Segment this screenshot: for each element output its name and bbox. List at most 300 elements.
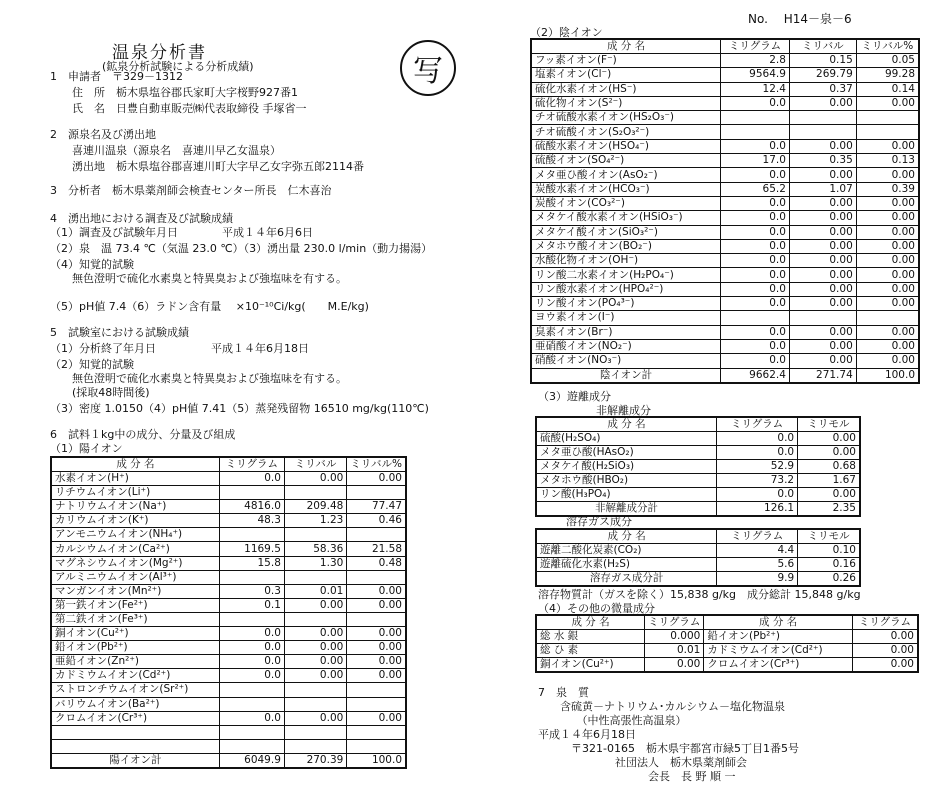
table-cell: 臭素イオン(Br⁻) bbox=[531, 325, 721, 339]
table-cell: 0.00 bbox=[789, 254, 856, 268]
table-cell: 0.0 bbox=[721, 225, 790, 239]
table-cell: 0.00 bbox=[856, 254, 919, 268]
table-cell: 0.00 bbox=[856, 196, 919, 210]
table-cell: メタケイ酸水素イオン(HSiO₃⁻) bbox=[531, 211, 721, 225]
table-cell: 水素イオン(H⁺) bbox=[51, 472, 219, 486]
table-cell: 0.0 bbox=[721, 254, 790, 268]
table-cell: 0.14 bbox=[856, 82, 919, 96]
table-cell: 0.0 bbox=[721, 196, 790, 210]
table-row bbox=[536, 544, 860, 558]
table-cell: 0.00 bbox=[789, 354, 856, 368]
column-header: ミリバル bbox=[789, 39, 856, 54]
table-cell: 1169.5 bbox=[219, 542, 284, 556]
table-row bbox=[531, 139, 919, 153]
table-cell: 0.00 bbox=[856, 211, 919, 225]
table-cell: 水酸化物イオン(OH⁻) bbox=[531, 254, 721, 268]
table-cell: 0.0 bbox=[717, 446, 798, 460]
table-row bbox=[536, 446, 860, 460]
table-row bbox=[531, 182, 919, 196]
table-cell: アルミニウムイオン(Al³⁺) bbox=[51, 570, 219, 584]
table-cell bbox=[284, 683, 346, 697]
left-text-line: （1）調査及び試験年月日 平成１４年6月6日 bbox=[50, 226, 313, 239]
table-cell: 炭酸水素イオン(HCO₃⁻) bbox=[531, 182, 721, 196]
table-cell: 1.07 bbox=[789, 182, 856, 196]
table-cell: 0.00 bbox=[798, 488, 860, 502]
table-cell: 0.46 bbox=[347, 514, 406, 528]
table-cell: 1.30 bbox=[284, 556, 346, 570]
table-cell: 0.13 bbox=[856, 154, 919, 168]
table-cell: リン酸水素イオン(HPO₄²⁻) bbox=[531, 282, 721, 296]
left-text-line: 無色澄明で硫化水素臭と特異臭および強塩味を有する。 bbox=[50, 272, 347, 285]
table-cell bbox=[219, 739, 284, 753]
table-row bbox=[51, 598, 406, 612]
quality-text-line: 含硫黄－ナトリウム･カルシウム－塩化物温泉 bbox=[538, 700, 786, 713]
table-cell: 17.0 bbox=[721, 154, 790, 168]
table-cell: 0.0 bbox=[219, 472, 284, 486]
anion-title: （2）陰イオン bbox=[530, 26, 603, 39]
column-header: 成 分 名 bbox=[536, 615, 645, 630]
table-row bbox=[51, 753, 406, 768]
table-cell: バリウムイオン(Ba²⁺) bbox=[51, 697, 219, 711]
table-cell bbox=[347, 612, 406, 626]
table-cell: 遊離二酸化炭素(CO₂) bbox=[536, 544, 717, 558]
table-cell: 48.3 bbox=[219, 514, 284, 528]
table-cell bbox=[347, 697, 406, 711]
table-cell: 鉛イオン(Pb²⁺) bbox=[51, 641, 219, 655]
table-cell: リチウムイオン(Li⁺) bbox=[51, 486, 219, 500]
table-cell: 0.0 bbox=[219, 641, 284, 655]
table-row bbox=[531, 254, 919, 268]
table-row bbox=[536, 460, 860, 474]
table-cell: 0.00 bbox=[856, 239, 919, 253]
table-row bbox=[536, 644, 918, 658]
table-cell bbox=[219, 683, 284, 697]
table-cell bbox=[856, 311, 919, 325]
table-row bbox=[531, 354, 919, 368]
table-cell bbox=[721, 111, 790, 125]
table-row bbox=[531, 196, 919, 210]
table-cell: 12.4 bbox=[721, 82, 790, 96]
left-text-line: 3 分析者 栃木県薬剤師会検査センター所長 仁木喜治 bbox=[50, 184, 332, 197]
table-cell: 0.0 bbox=[721, 325, 790, 339]
table-cell: 0.00 bbox=[856, 297, 919, 311]
table-row bbox=[531, 311, 919, 325]
left-text-line: （2）泉 温 73.4 ℃（気温 23.0 ℃）（3）湧出量 230.0 l/min（動力揚湯） bbox=[50, 242, 433, 255]
column-header: 成 分 名 bbox=[51, 457, 219, 472]
table-cell: 亜硝酸イオン(NO₂⁻) bbox=[531, 339, 721, 353]
table-cell: カドミウムイオン(Cd²⁺) bbox=[704, 644, 853, 658]
table-cell: 鉛イオン(Pb²⁺) bbox=[704, 630, 853, 644]
table-cell: 0.39 bbox=[856, 182, 919, 196]
table-cell bbox=[284, 725, 346, 739]
table-row bbox=[531, 154, 919, 168]
table-cell: 非解離成分計 bbox=[536, 502, 717, 517]
table-row bbox=[531, 82, 919, 96]
table-cell: 9.9 bbox=[717, 572, 798, 587]
table-cell: 0.1 bbox=[219, 598, 284, 612]
left-text-line: 6 試料１kg中の成分、分量及び組成 bbox=[50, 428, 236, 441]
table-cell: 15.8 bbox=[219, 556, 284, 570]
quality-text-line: 7 泉 質 bbox=[538, 686, 589, 699]
table-row bbox=[531, 168, 919, 182]
table-cell: クロムイオン(Cr³⁺) bbox=[704, 658, 853, 673]
table-cell bbox=[789, 125, 856, 139]
table-row bbox=[51, 697, 406, 711]
table-cell: ヨウ素イオン(I⁻) bbox=[531, 311, 721, 325]
table-cell bbox=[721, 311, 790, 325]
table-cell: 総 ひ 素 bbox=[536, 644, 645, 658]
table-cell: 0.00 bbox=[789, 297, 856, 311]
table-cell: 6049.9 bbox=[219, 753, 284, 768]
table-cell: 硫酸イオン(SO₄²⁻) bbox=[531, 154, 721, 168]
table-cell: 21.58 bbox=[347, 542, 406, 556]
left-text-line: （5）pH値 7.4（6）ラドン含有量 ×10⁻¹⁰Ci/kg( M.E/kg) bbox=[50, 300, 369, 313]
table-row bbox=[531, 96, 919, 110]
table-cell: 塩素イオン(Cl⁻) bbox=[531, 68, 721, 82]
table-cell: 0.0 bbox=[721, 239, 790, 253]
column-header: ミリグラム bbox=[219, 457, 284, 472]
table-cell bbox=[347, 570, 406, 584]
table-cell: 0.00 bbox=[789, 168, 856, 182]
table-cell bbox=[789, 111, 856, 125]
table-cell bbox=[789, 311, 856, 325]
table-cell: 100.0 bbox=[347, 753, 406, 768]
table-cell: 硫化物イオン(S²⁻) bbox=[531, 96, 721, 110]
table-cell: 0.0 bbox=[219, 627, 284, 641]
table-cell bbox=[284, 486, 346, 500]
table-cell: カリウムイオン(K⁺) bbox=[51, 514, 219, 528]
table-row bbox=[51, 514, 406, 528]
table-cell: 銅イオン(Cu²⁺) bbox=[536, 658, 645, 673]
table-cell: 総 水 銀 bbox=[536, 630, 645, 644]
table-cell: 1.67 bbox=[798, 474, 860, 488]
table-cell bbox=[284, 570, 346, 584]
left-text-line: （1）分析終了年月日 平成１４年6月18日 bbox=[50, 342, 309, 355]
table-row bbox=[51, 669, 406, 683]
column-header: ミリグラム bbox=[645, 615, 704, 630]
table-cell: リン酸イオン(PO₄³⁻) bbox=[531, 297, 721, 311]
table-cell: 126.1 bbox=[717, 502, 798, 517]
table-cell: 0.0 bbox=[721, 96, 790, 110]
table-cell: 亜鉛イオン(Zn²⁺) bbox=[51, 655, 219, 669]
table-cell: 0.0 bbox=[219, 669, 284, 683]
column-header: ミリモル bbox=[798, 417, 860, 432]
table-cell: 2.8 bbox=[721, 54, 790, 68]
trace-title: （4）その他の微量成分 bbox=[538, 602, 655, 615]
left-text-line: (採取48時間後) bbox=[50, 386, 150, 399]
table-cell: リン酸(H₃PO₄) bbox=[536, 488, 717, 502]
table-cell bbox=[219, 725, 284, 739]
table-cell: カドミウムイオン(Cd²⁺) bbox=[51, 669, 219, 683]
table-row bbox=[536, 474, 860, 488]
table-cell: リン酸二水素イオン(H₂PO₄⁻) bbox=[531, 268, 721, 282]
table-cell: 0.15 bbox=[789, 54, 856, 68]
table-cell bbox=[219, 697, 284, 711]
table-cell: アンモニウムイオン(NH₄⁺) bbox=[51, 528, 219, 542]
table-cell: 0.00 bbox=[798, 446, 860, 460]
table-cell bbox=[347, 486, 406, 500]
table-cell bbox=[347, 725, 406, 739]
free-components-title: （3）遊離成分 bbox=[538, 390, 611, 403]
table-cell: ナトリウムイオン(Na⁺) bbox=[51, 500, 219, 514]
dissolved-gas-label: 溶存ガス成分 bbox=[566, 515, 632, 528]
table-cell bbox=[284, 528, 346, 542]
column-header: ミリグラム bbox=[852, 615, 918, 630]
table-cell bbox=[219, 570, 284, 584]
table-cell: 99.28 bbox=[856, 68, 919, 82]
left-text-line: （4）知覚的試験 bbox=[50, 258, 134, 271]
table-cell: 0.0 bbox=[721, 297, 790, 311]
table-row bbox=[51, 486, 406, 500]
table-row bbox=[51, 556, 406, 570]
table-cell: 77.47 bbox=[347, 500, 406, 514]
anion-table bbox=[530, 38, 920, 384]
table-cell: 0.00 bbox=[347, 711, 406, 725]
table-row bbox=[536, 432, 860, 446]
column-header: ミリバル bbox=[284, 457, 346, 472]
table-row bbox=[531, 239, 919, 253]
table-cell: 0.00 bbox=[852, 644, 918, 658]
table-cell: 0.00 bbox=[284, 655, 346, 669]
table-cell bbox=[856, 125, 919, 139]
table-cell: 0.00 bbox=[856, 225, 919, 239]
table-cell: クロムイオン(Cr³⁺) bbox=[51, 711, 219, 725]
left-text-line: 5 試験室における試験成績 bbox=[50, 326, 189, 339]
table-cell: 0.00 bbox=[789, 196, 856, 210]
copy-stamp: 写 bbox=[400, 40, 456, 96]
table-cell: 2.35 bbox=[798, 502, 860, 517]
column-header: 成 分 名 bbox=[531, 39, 721, 54]
table-cell: チオ硫酸イオン(S₂O₃²⁻) bbox=[531, 125, 721, 139]
column-header: 成 分 名 bbox=[536, 417, 717, 432]
table-cell: 0.00 bbox=[852, 658, 918, 673]
table-row bbox=[51, 739, 406, 753]
table-cell: 0.0 bbox=[721, 339, 790, 353]
nondissociated-label: 非解離成分 bbox=[596, 404, 651, 417]
table-row bbox=[531, 54, 919, 68]
left-text-line: 喜連川温泉（源泉名 喜連川早乙女温泉） bbox=[50, 144, 281, 157]
table-row bbox=[51, 472, 406, 486]
table-cell: 0.05 bbox=[856, 54, 919, 68]
table-cell: 0.0 bbox=[721, 211, 790, 225]
table-cell: 0.00 bbox=[789, 339, 856, 353]
table-cell: 溶存ガス成分計 bbox=[536, 572, 717, 587]
table-cell: 0.00 bbox=[789, 225, 856, 239]
table-cell: 0.00 bbox=[284, 711, 346, 725]
table-cell: 0.3 bbox=[219, 584, 284, 598]
trace-table bbox=[535, 614, 919, 673]
table-row bbox=[531, 368, 919, 383]
table-row bbox=[531, 339, 919, 353]
table-cell: 270.39 bbox=[284, 753, 346, 768]
table-row bbox=[51, 683, 406, 697]
table-cell: 0.0 bbox=[721, 354, 790, 368]
table-cell: メタケイ酸イオン(SiO₃²⁻) bbox=[531, 225, 721, 239]
table-cell: 0.00 bbox=[856, 354, 919, 368]
table-cell: 炭酸イオン(CO₃²⁻) bbox=[531, 196, 721, 210]
table-cell: 0.00 bbox=[347, 641, 406, 655]
table-cell: 0.01 bbox=[284, 584, 346, 598]
table-cell: 0.00 bbox=[789, 211, 856, 225]
table-row bbox=[531, 282, 919, 296]
table-cell bbox=[219, 612, 284, 626]
left-text-line: 無色澄明で硫化水素臭と特異臭および強塩味を有する。 bbox=[50, 372, 347, 385]
table-cell: 第一鉄イオン(Fe²⁺) bbox=[51, 598, 219, 612]
table-row bbox=[536, 572, 860, 587]
left-text-line: 湧出地 栃木県塩谷郡喜連川町大字早乙女字弥五郎2114番 bbox=[50, 160, 364, 173]
table-cell bbox=[219, 486, 284, 500]
table-cell: 271.74 bbox=[789, 368, 856, 383]
table-cell: 0.00 bbox=[789, 139, 856, 153]
table-cell: 0.00 bbox=[789, 96, 856, 110]
column-header: ミリグラム bbox=[717, 417, 798, 432]
table-cell: 0.00 bbox=[347, 584, 406, 598]
table-cell: 4.4 bbox=[717, 544, 798, 558]
table-row bbox=[536, 658, 918, 673]
table-row bbox=[51, 711, 406, 725]
table-cell: 0.00 bbox=[789, 282, 856, 296]
column-header: ミリバル% bbox=[856, 39, 919, 54]
table-cell: マンガンイオン(Mn²⁺) bbox=[51, 584, 219, 598]
table-cell: 硝酸イオン(NO₃⁻) bbox=[531, 354, 721, 368]
table-cell: 硫酸(H₂SO₄) bbox=[536, 432, 717, 446]
table-row bbox=[536, 630, 918, 644]
table-cell: メタホウ酸(HBO₂) bbox=[536, 474, 717, 488]
table-cell: 0.0 bbox=[219, 711, 284, 725]
table-cell: 209.48 bbox=[284, 500, 346, 514]
quality-text-line: 平成１４年6月18日 bbox=[538, 728, 636, 741]
table-cell: 0.000 bbox=[645, 630, 704, 644]
table-cell: 0.0 bbox=[717, 432, 798, 446]
left-text-line: 4 湧出地における調査及び試験成績 bbox=[50, 212, 233, 225]
table-row bbox=[536, 488, 860, 502]
table-cell: 0.00 bbox=[789, 239, 856, 253]
table-cell: 0.00 bbox=[284, 641, 346, 655]
table-cell: 0.00 bbox=[347, 655, 406, 669]
table-cell: メタ亜ひ酸イオン(AsO₂⁻) bbox=[531, 168, 721, 182]
totals-line: 溶存物質計（ガスを除く）15,838 g/kg 成分総計 15,848 g/kg bbox=[538, 588, 861, 601]
table-cell: 0.01 bbox=[645, 644, 704, 658]
table-cell: カルシウムイオン(Ca²⁺) bbox=[51, 542, 219, 556]
table-cell bbox=[347, 683, 406, 697]
column-header: ミリモル bbox=[798, 529, 860, 544]
dissolved-gas-table bbox=[535, 528, 861, 587]
table-cell: 0.00 bbox=[347, 669, 406, 683]
column-header: ミリバル% bbox=[347, 457, 406, 472]
table-cell: 0.00 bbox=[856, 139, 919, 153]
table-cell: 0.00 bbox=[856, 282, 919, 296]
table-cell bbox=[219, 528, 284, 542]
table-cell: 0.00 bbox=[856, 168, 919, 182]
table-cell: 73.2 bbox=[717, 474, 798, 488]
quality-text-line: 社団法人 栃木県薬剤師会 bbox=[538, 756, 747, 769]
table-cell: 4816.0 bbox=[219, 500, 284, 514]
table-row bbox=[51, 725, 406, 739]
table-cell: 遊離硫化水素(H₂S) bbox=[536, 558, 717, 572]
left-text-line: （1）陽イオン bbox=[50, 442, 123, 455]
document-subtitle: (鉱泉分析試験による分析成績) bbox=[102, 60, 254, 73]
table-cell: 銅イオン(Cu²⁺) bbox=[51, 627, 219, 641]
table-cell: 0.16 bbox=[798, 558, 860, 572]
table-row bbox=[531, 68, 919, 82]
table-row bbox=[51, 641, 406, 655]
table-cell: 9662.4 bbox=[721, 368, 790, 383]
document-number: No. H14－泉－6 bbox=[748, 12, 852, 26]
table-cell: 0.00 bbox=[347, 627, 406, 641]
table-cell bbox=[284, 739, 346, 753]
table-cell: 0.00 bbox=[284, 627, 346, 641]
table-row bbox=[531, 297, 919, 311]
table-row bbox=[51, 627, 406, 641]
table-cell: 0.00 bbox=[284, 472, 346, 486]
table-cell bbox=[347, 528, 406, 542]
table-cell: 0.00 bbox=[798, 432, 860, 446]
left-text-line: 2 源泉名及び湧出地 bbox=[50, 128, 156, 141]
table-row bbox=[51, 570, 406, 584]
table-row bbox=[531, 325, 919, 339]
table-cell: 1.23 bbox=[284, 514, 346, 528]
table-cell bbox=[721, 125, 790, 139]
table-cell: メタ亜ひ酸(HAsO₂) bbox=[536, 446, 717, 460]
table-cell: 0.00 bbox=[852, 630, 918, 644]
table-row bbox=[531, 211, 919, 225]
table-cell: 65.2 bbox=[721, 182, 790, 196]
quality-text-line: 〒321-0165 栃木県宇都宮市緑5丁目1番5号 bbox=[538, 742, 799, 755]
table-cell: 0.00 bbox=[645, 658, 704, 673]
table-cell: フッ素イオン(F⁻) bbox=[531, 54, 721, 68]
table-cell: 0.00 bbox=[856, 339, 919, 353]
quality-text-line: 会長 長 野 順 一 bbox=[538, 770, 736, 783]
table-cell: 0.00 bbox=[284, 598, 346, 612]
table-cell bbox=[284, 697, 346, 711]
table-cell: 0.37 bbox=[789, 82, 856, 96]
table-cell: 100.0 bbox=[856, 368, 919, 383]
table-row bbox=[531, 111, 919, 125]
left-text-line: 住 所 栃木県塩谷郡氏家町大字桜野927番1 bbox=[50, 86, 298, 99]
table-row bbox=[51, 655, 406, 669]
left-text-line: （2）知覚的試験 bbox=[50, 358, 134, 371]
table-cell: チオ硫酸水素イオン(HS₂O₃⁻) bbox=[531, 111, 721, 125]
table-cell: 第二鉄イオン(Fe³⁺) bbox=[51, 612, 219, 626]
table-cell: 0.00 bbox=[789, 268, 856, 282]
table-cell: 0.0 bbox=[721, 168, 790, 182]
table-cell: 0.00 bbox=[856, 268, 919, 282]
table-cell: ストロンチウムイオン(Sr²⁺) bbox=[51, 683, 219, 697]
table-cell bbox=[856, 111, 919, 125]
table-row bbox=[51, 612, 406, 626]
table-row bbox=[531, 225, 919, 239]
nondissociated-table bbox=[535, 416, 861, 517]
table-cell: 硫化水素イオン(HS⁻) bbox=[531, 82, 721, 96]
quality-text-line: （中性高張性高温泉） bbox=[538, 714, 687, 727]
table-cell: 0.0 bbox=[717, 488, 798, 502]
table-cell: 硫酸水素イオン(HSO₄⁻) bbox=[531, 139, 721, 153]
cation-table bbox=[50, 456, 407, 769]
table-cell: 58.36 bbox=[284, 542, 346, 556]
table-cell: メタホウ酸イオン(BO₂⁻) bbox=[531, 239, 721, 253]
table-row bbox=[51, 584, 406, 598]
table-cell: 0.26 bbox=[798, 572, 860, 587]
table-cell: 0.00 bbox=[856, 325, 919, 339]
table-row bbox=[536, 558, 860, 572]
table-cell bbox=[284, 612, 346, 626]
column-header: 成 分 名 bbox=[704, 615, 853, 630]
table-cell: 0.68 bbox=[798, 460, 860, 474]
left-text-line: 1 申請者 〒329－1312 bbox=[50, 70, 183, 83]
table-cell: 52.9 bbox=[717, 460, 798, 474]
table-cell: 0.0 bbox=[219, 655, 284, 669]
table-cell: 陰イオン計 bbox=[531, 368, 721, 383]
